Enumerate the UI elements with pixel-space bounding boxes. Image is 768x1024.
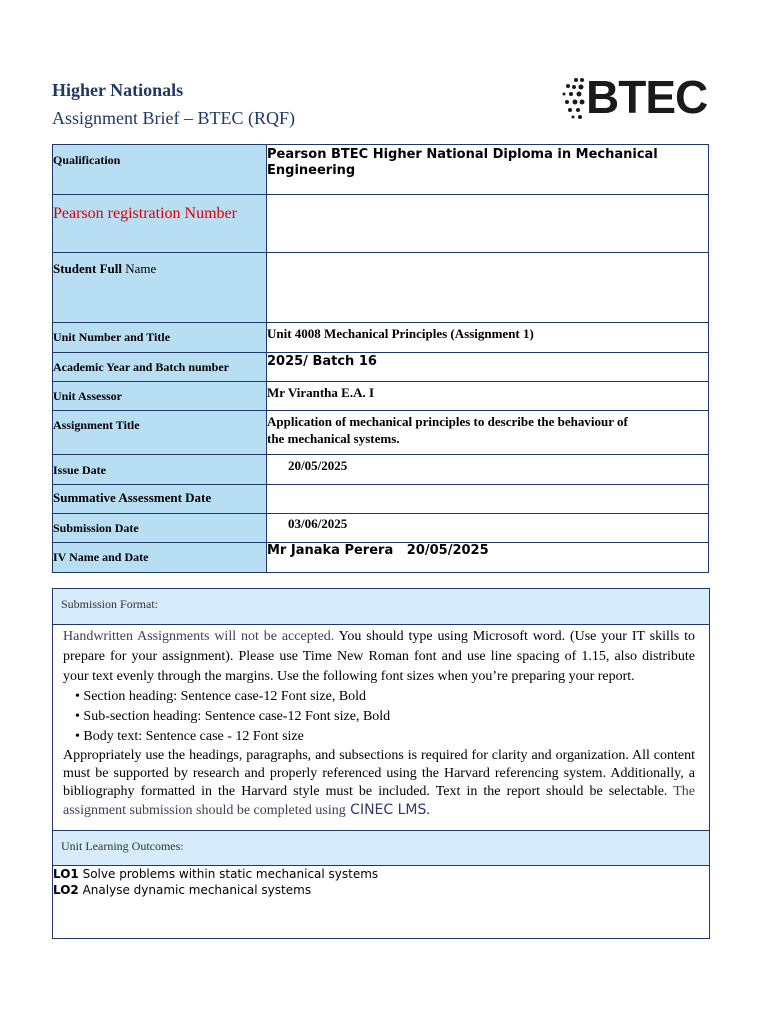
qualification-value: Pearson BTEC Higher National Diploma in Mechanical Engineering: [267, 145, 709, 195]
issue-label: Issue Date: [53, 455, 267, 485]
submission-format-heading: Submission Format:: [53, 589, 709, 625]
submission-label: Submission Date: [53, 514, 267, 543]
learning-outcomes-heading: Unit Learning Outcomes:: [53, 830, 709, 866]
student-value[interactable]: [267, 253, 709, 323]
issue-value: 20/05/2025: [267, 455, 709, 485]
assessor-value: Mr Virantha E.A. I: [267, 382, 709, 411]
font-size-list: [63, 687, 695, 747]
registration-label: Pearson registration Number: [53, 195, 267, 253]
unit-value: Unit 4008 Mechanical Principles (Assignment 1): [267, 323, 709, 353]
registration-value[interactable]: [267, 195, 709, 253]
iv-label: IV Name and Date: [53, 543, 267, 573]
student-label: Student Full Name: [53, 253, 267, 323]
year-value: 2025/ Batch 16: [267, 353, 709, 382]
submission-format-box: [52, 588, 710, 939]
year-label: Academic Year and Batch number: [53, 353, 267, 382]
learning-outcomes-list: [53, 866, 709, 938]
header-title: Higher Nationals: [52, 80, 184, 100]
title-label: Assignment Title: [53, 411, 267, 455]
list-item: • Body text: Sentence case - 12 Font size: [75, 727, 695, 747]
header-subtitle: Assignment Brief – BTEC (RQF): [52, 108, 295, 128]
unit-label: Unit Number and Title: [53, 323, 267, 353]
list-item: • Section heading: Sentence case-12 Font size, Bold: [75, 687, 695, 707]
assessor-label: Unit Assessor: [53, 382, 267, 411]
qualification-label: Qualification: [53, 145, 267, 195]
list-item: LO1 Solve problems within static mechanical systems: [53, 867, 379, 881]
iv-value: Mr Janaka Perera 20/05/2025: [267, 543, 709, 573]
intro-paragraph: Handwritten Assignments will not be accepted. You should type using Microsoft word. (Use your IT skills to prepare for your assignment). Please use Time New Roman font and use line spacing of 1.15, also distribute your text evenly through the margins. Use the following font sizes when you’re preparing your report.: [63, 629, 696, 684]
title-value: Application of mechanical principles to describe the behaviour of the mechanical systems.: [267, 411, 709, 455]
summative-label: Summative Assessment Date: [53, 485, 267, 514]
list-item: LO2 Analyse dynamic mechanical systems: [53, 883, 312, 897]
list-item: • Sub-section heading: Sentence case-12 Font size, Bold: [75, 707, 695, 727]
assignment-table: [52, 144, 709, 573]
submission-value: 03/06/2025: [267, 514, 709, 543]
summative-value[interactable]: [267, 485, 709, 514]
btec-logo: [560, 71, 708, 128]
logo-wordmark: BTEC: [586, 71, 708, 123]
closing-paragraph: Appropriately use the headings, paragraphs, and subsections is required for clarity and organization. All content must be supported by research and properly referenced using the Harvard referencing system. Additionally, a bibliography formatted in the Harvard style must be included. Text in the report should be selectable. The assignment submission should be completed using CINEC LMS.: [63, 748, 695, 818]
submission-format-body: [53, 625, 709, 830]
